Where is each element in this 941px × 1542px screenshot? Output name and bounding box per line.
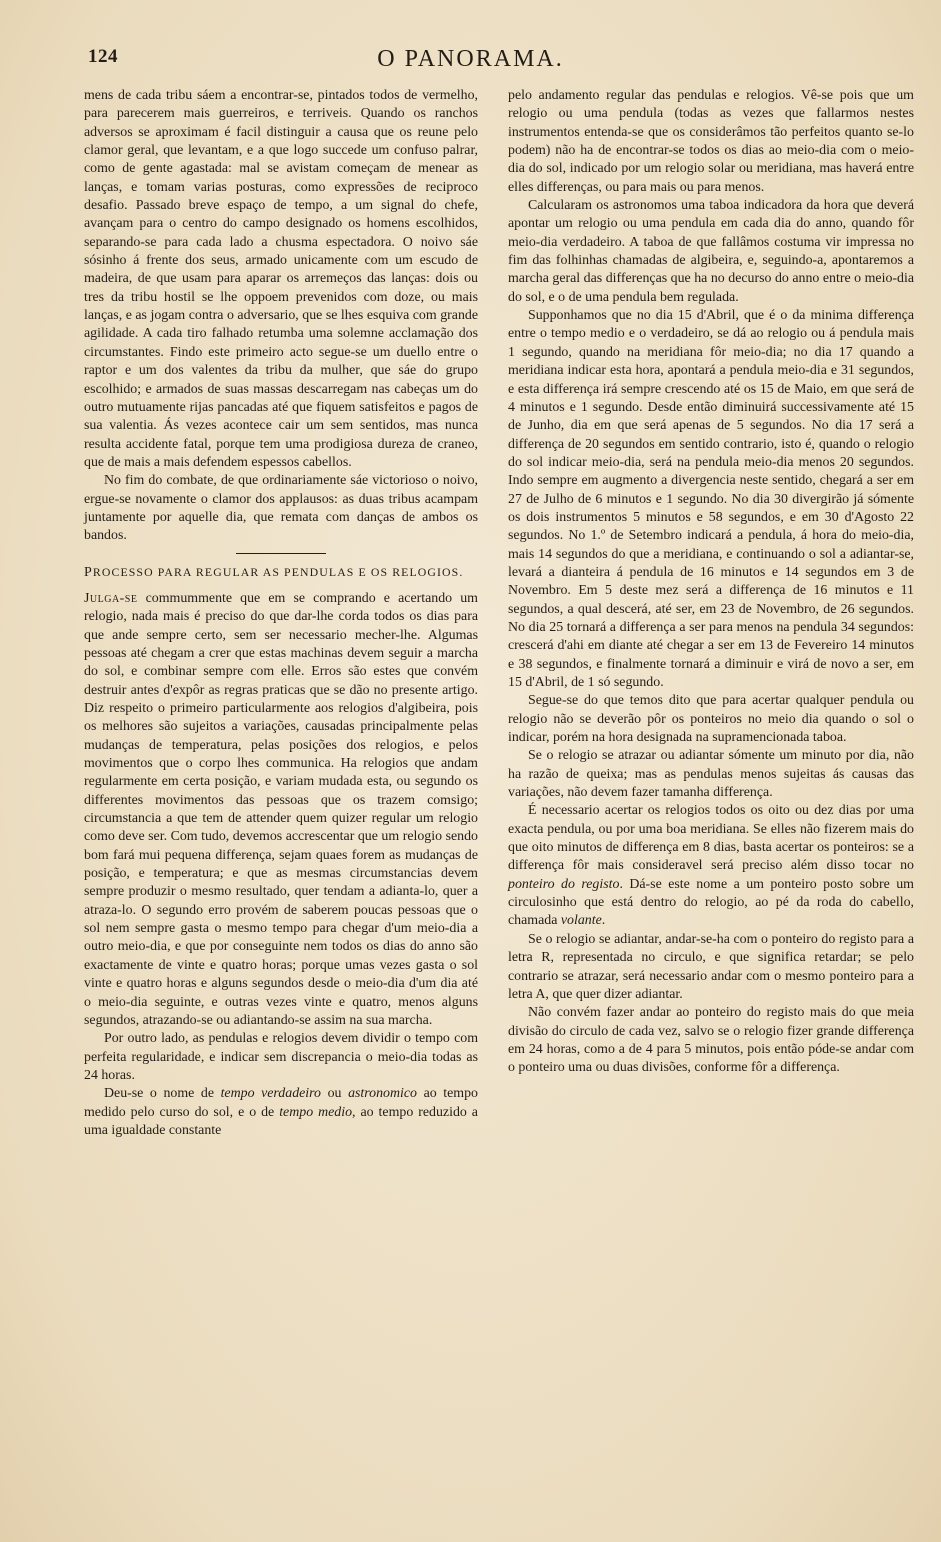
article-paragraph	[508, 802, 914, 930]
paragraph-text: .	[601, 913, 606, 929]
article-paragraph: pelo andamento regular das pendulas e relogios. Vê-se pois que um relogio ou uma pendula (todas as vezes que fallarmos nestes instrumentos entenda-se que os considerâmos tão perfeitos quanto se-lo podem) não ha de encontrar-se todos os dias ao meio-dia com o meio-dia do sol, indicado por um relogio solar ou meridiana, mas haverá entre elles differenças, ou para mais ou para menos.	[508, 88, 914, 195]
paragraph-text: , ao tempo reduzido a uma igualdade constante	[84, 1104, 478, 1138]
article-paragraph: Por outro lado, as pendulas e relogios devem dividir o tempo com perfeita regularidade, e indicar sem discrepancia o meio-dia todas as 24 horas.	[84, 1031, 478, 1083]
article-paragraph: No fim do combate, de que ordinariamente sáe victorioso o noivo, ergue-se novamente o clamor dos applausos: as duas tribus acampam juntamente por aquelle dia, que remata com danças de ambos os bandos.	[84, 473, 478, 544]
term-italic: astronomico	[348, 1086, 417, 1102]
paragraph-text: . Dá-se este nome a um ponteiro posto sobre um circulosinho que está dentro do relogio, ao pé da roda do cabello, chamada	[508, 876, 914, 929]
left-column	[84, 87, 478, 1140]
right-column	[508, 87, 914, 1078]
term-italic: ponteiro do registo	[508, 876, 620, 892]
article-paragraph: Supponhamos que no dia 15 d'Abril, que é o da minima differença entre o tempo medio e o verdadeiro, se dá ao relogio ou á pendula mais 1 segundo, quando na meridiana fôr meio-dia; no dia 17 quando a meridiana indicar esta hora, apontará a pendula meio-dia e 31 segundos, e esta differença irá sempre crescendo até os 15 de Maio, em que será de 4 minutos e 1 segundo. Desde então diminuirá successivamente até 15 de Junho, dia em que será apenas de 5 segundos. No dia 17 será a differença de 20 segundos em sentido contrario, isto é, quando o relogio do sol indicar meio-dia, será na pendula meio-dia menos 20 segundos. Indo sempre em augmento a divergencia neste sentido, chegará a ser em 27 de Julho de 6 minutos e 1 segundo. No dia 30 divergirão já sómente os dois instrumentos 5 minutos e 58 segundos, e em 30 d'Agosto 22 segundos. No 1.º de Setembro indicará a pendula, á hora do meio-dia, mais 14 segundos do que a meridiana, e continuando o sol a adiantar-se, levará a dianteira á pendula de 16 minutos e 14 segundos em 3 de Novembro. Em 5 deste mez será a differença de 16 minutos e 11 segundos, a qual descerá, até ser, em 23 de Novembro, de 26 segundos. No dia 25 tornará a differença a ser para menos na pendula 34 segundos: crescerá d'ahi em diante até chegar a ser em 13 de Fevereiro 14 minutos e 38 segundos, e finalmente tornará a diminuir e virá de novo a ser, em 15 d'Abril, de 1 só segundo.	[508, 308, 914, 690]
article-paragraph: mens de cada tribu sáem a encontrar-se, pintados todos de vermelho, para parecerem mais guerreiros, e terriveis. Quando os ranchos adversos se aproximam é facil distinguir a causa que os reune pelo clamor geral, que levantam, e a que logo succede um confuso palrar, como de gente agastada: mal se avistam começam de menear as lanças, e tomam varias posturas, como expressões de reciproco desafio. Passado breve espaço de tempo, a um signal do chefe, avançam para o centro do campo designado os homens escolhidos, separando-se para cada lado a chusma espectadora. O noivo sáe sósinho á frente dos seus, armado unicamente com um escudo de madeira, de que usam para aparar os arremeços das lanças: dois ou tres da tribu hostil se lhe oppoem prevenidos com doze, ou mais lanças, e as jogam contra o adversario, que se lhes esquiva com grande agilidade. A cada tiro falhado retumba uma solemne acclamação dos circumstantes. Findo este primeiro acto segue-se um duello entre o raptor e um dos valentes da tribu da mulher, que sáe do grupo escolhido; e armados de suas massas descarregam nas cabeças um do outro mutuamente rijas pancadas até que fiquem satisfeitos e pagos de sua valentia. Ás vezes acontece cair um sem sentidos, mas nunca resulta accidente fatal, porque tem uma prodigiosa dureza de craneo, que de mais a mais defendem espessos cabellos.	[84, 88, 478, 470]
paragraph-text: commummente que em se comprando e acertando um relogio, nada mais é preciso do que dar-lhe corda todos os dias para que ande sempre certo, sem ser necessario mecher-lhe. Algumas pessoas até chegam a crer que estas machinas devem seguir a marcha do sol, e combinar sempre com elle. Erros são estes que convém destruir antes d'expôr as regras praticas que se dão no presente artigo. Diz respeito o primeiro particularmente aos relogios d'algibeira, pois os melhores são sujeitos a variações, causadas principalmente pelas mudanças de temperatura, pelas posições dos relogios, e pelos movimentos que o corpo lhes communica. Ha relogios que andam regularmente em certa posição, e variam mudada esta, ou segundo os differentes movimentos das pessoas que os trazem comsigo; circumstancia a que tem de attender quem quizer regular um relogio como deve ser. Com tudo, devemos accrescentar que um relogio sendo bom fará mui pequena differença, sejam quaes forem as mudanças de posição, e temperatura; e que as mesmas circumstancias devem sempre produzir o mesmo resultado, quer tendam a adianta-lo, quer a atraza-lo. O segundo erro provém de saberem poucas pessoas que o sol nem sempre gasta o mesmo tempo para chegar d'um meio-dia a outro meio-dia, e que por conseguinte nem todos os dias do anno são exactamente de vinte e quatro horas; porque umas vezes gasta o sol vinte e quatro horas e alguns segundos desde o meio-dia d'um dia até o meio-dia seguinte, e outras vezes vinte e quatro, menos alguns segundos, atrazando-se ou adiantando-se assim na sua marcha.	[84, 590, 478, 1028]
opening-word: Julga-se	[84, 590, 138, 606]
article-paragraph	[84, 590, 478, 1030]
section-heading: PROCESSO PARA REGULAR AS PENDULAS E OS RELOGIOS.	[84, 564, 464, 580]
term-italic: tempo verdadeiro	[220, 1086, 322, 1102]
paragraph-text: ou	[321, 1086, 349, 1102]
paragraph-text: É necessario acertar os relogios todos os oito ou dez dias por uma exacta pendula, ou por uma boa meridiana. Se elles não fizerem mais do que oito minutos de differença em 8 dias, basta acertar os ponteiros: se a differença fôr mais consideravel será preciso além disso tocar no	[508, 803, 914, 874]
article-paragraph: Não convém fazer andar ao ponteiro do registo mais do que meia divisão do circulo de cada vez, salvo se o relogio fizer grande differença em 24 horas, como a de 4 para 5 minutos, pois então póde-se andar com o ponteiro uma ou duas divisões, conforme fôr a differença.	[508, 1005, 914, 1076]
publication-title: O PANORAMA.	[377, 46, 564, 72]
article-paragraph: Calcularam os astronomos uma taboa indicadora da hora que deverá apontar um relogio ou uma pendula em cada dia do anno, quando fôr meio-dia verdadeiro. A taboa de que fallâmos costuma vir impressa no fim das folhinhas chamadas de algibeira, e, seguindo-a, apontaremos a marcha geral das differenças que ha no decurso do anno entre o meio-dia do sol, e o de uma pendula bem regulada.	[508, 198, 914, 305]
article-paragraph: Se o relogio se atrazar ou adiantar sómente um minuto por dia, não ha razão de queixa; mas as pendulas menos sujeitas ás causas das variações, não devem fazer tamanha differença.	[508, 748, 914, 801]
article-paragraph: Se o relogio se adiantar, andar-se-ha com o ponteiro do registo para a letra R, representada no circulo, e que significa retardar; se pelo contrario se atrazar, será necessario andar com o mesmo ponteiro para a letra A, que quer dizer adiantar.	[508, 931, 914, 1002]
page-number: 124	[88, 46, 118, 67]
article-paragraph: Segue-se do que temos dito que para acertar qualquer pendula ou relogio não se deverão pôr os ponteiros no meio dia quando o sol o indicar, porém na hora designada na supramencionada taboa.	[508, 693, 914, 746]
section-divider	[236, 553, 326, 554]
paragraph-text: Deu-se o nome de	[104, 1086, 221, 1102]
term-italic: volante	[560, 913, 602, 929]
article-paragraph	[84, 1085, 478, 1140]
term-italic: tempo medio	[279, 1104, 353, 1120]
paragraph-text: ao tempo medido pelo curso do sol, e o de	[84, 1086, 478, 1120]
